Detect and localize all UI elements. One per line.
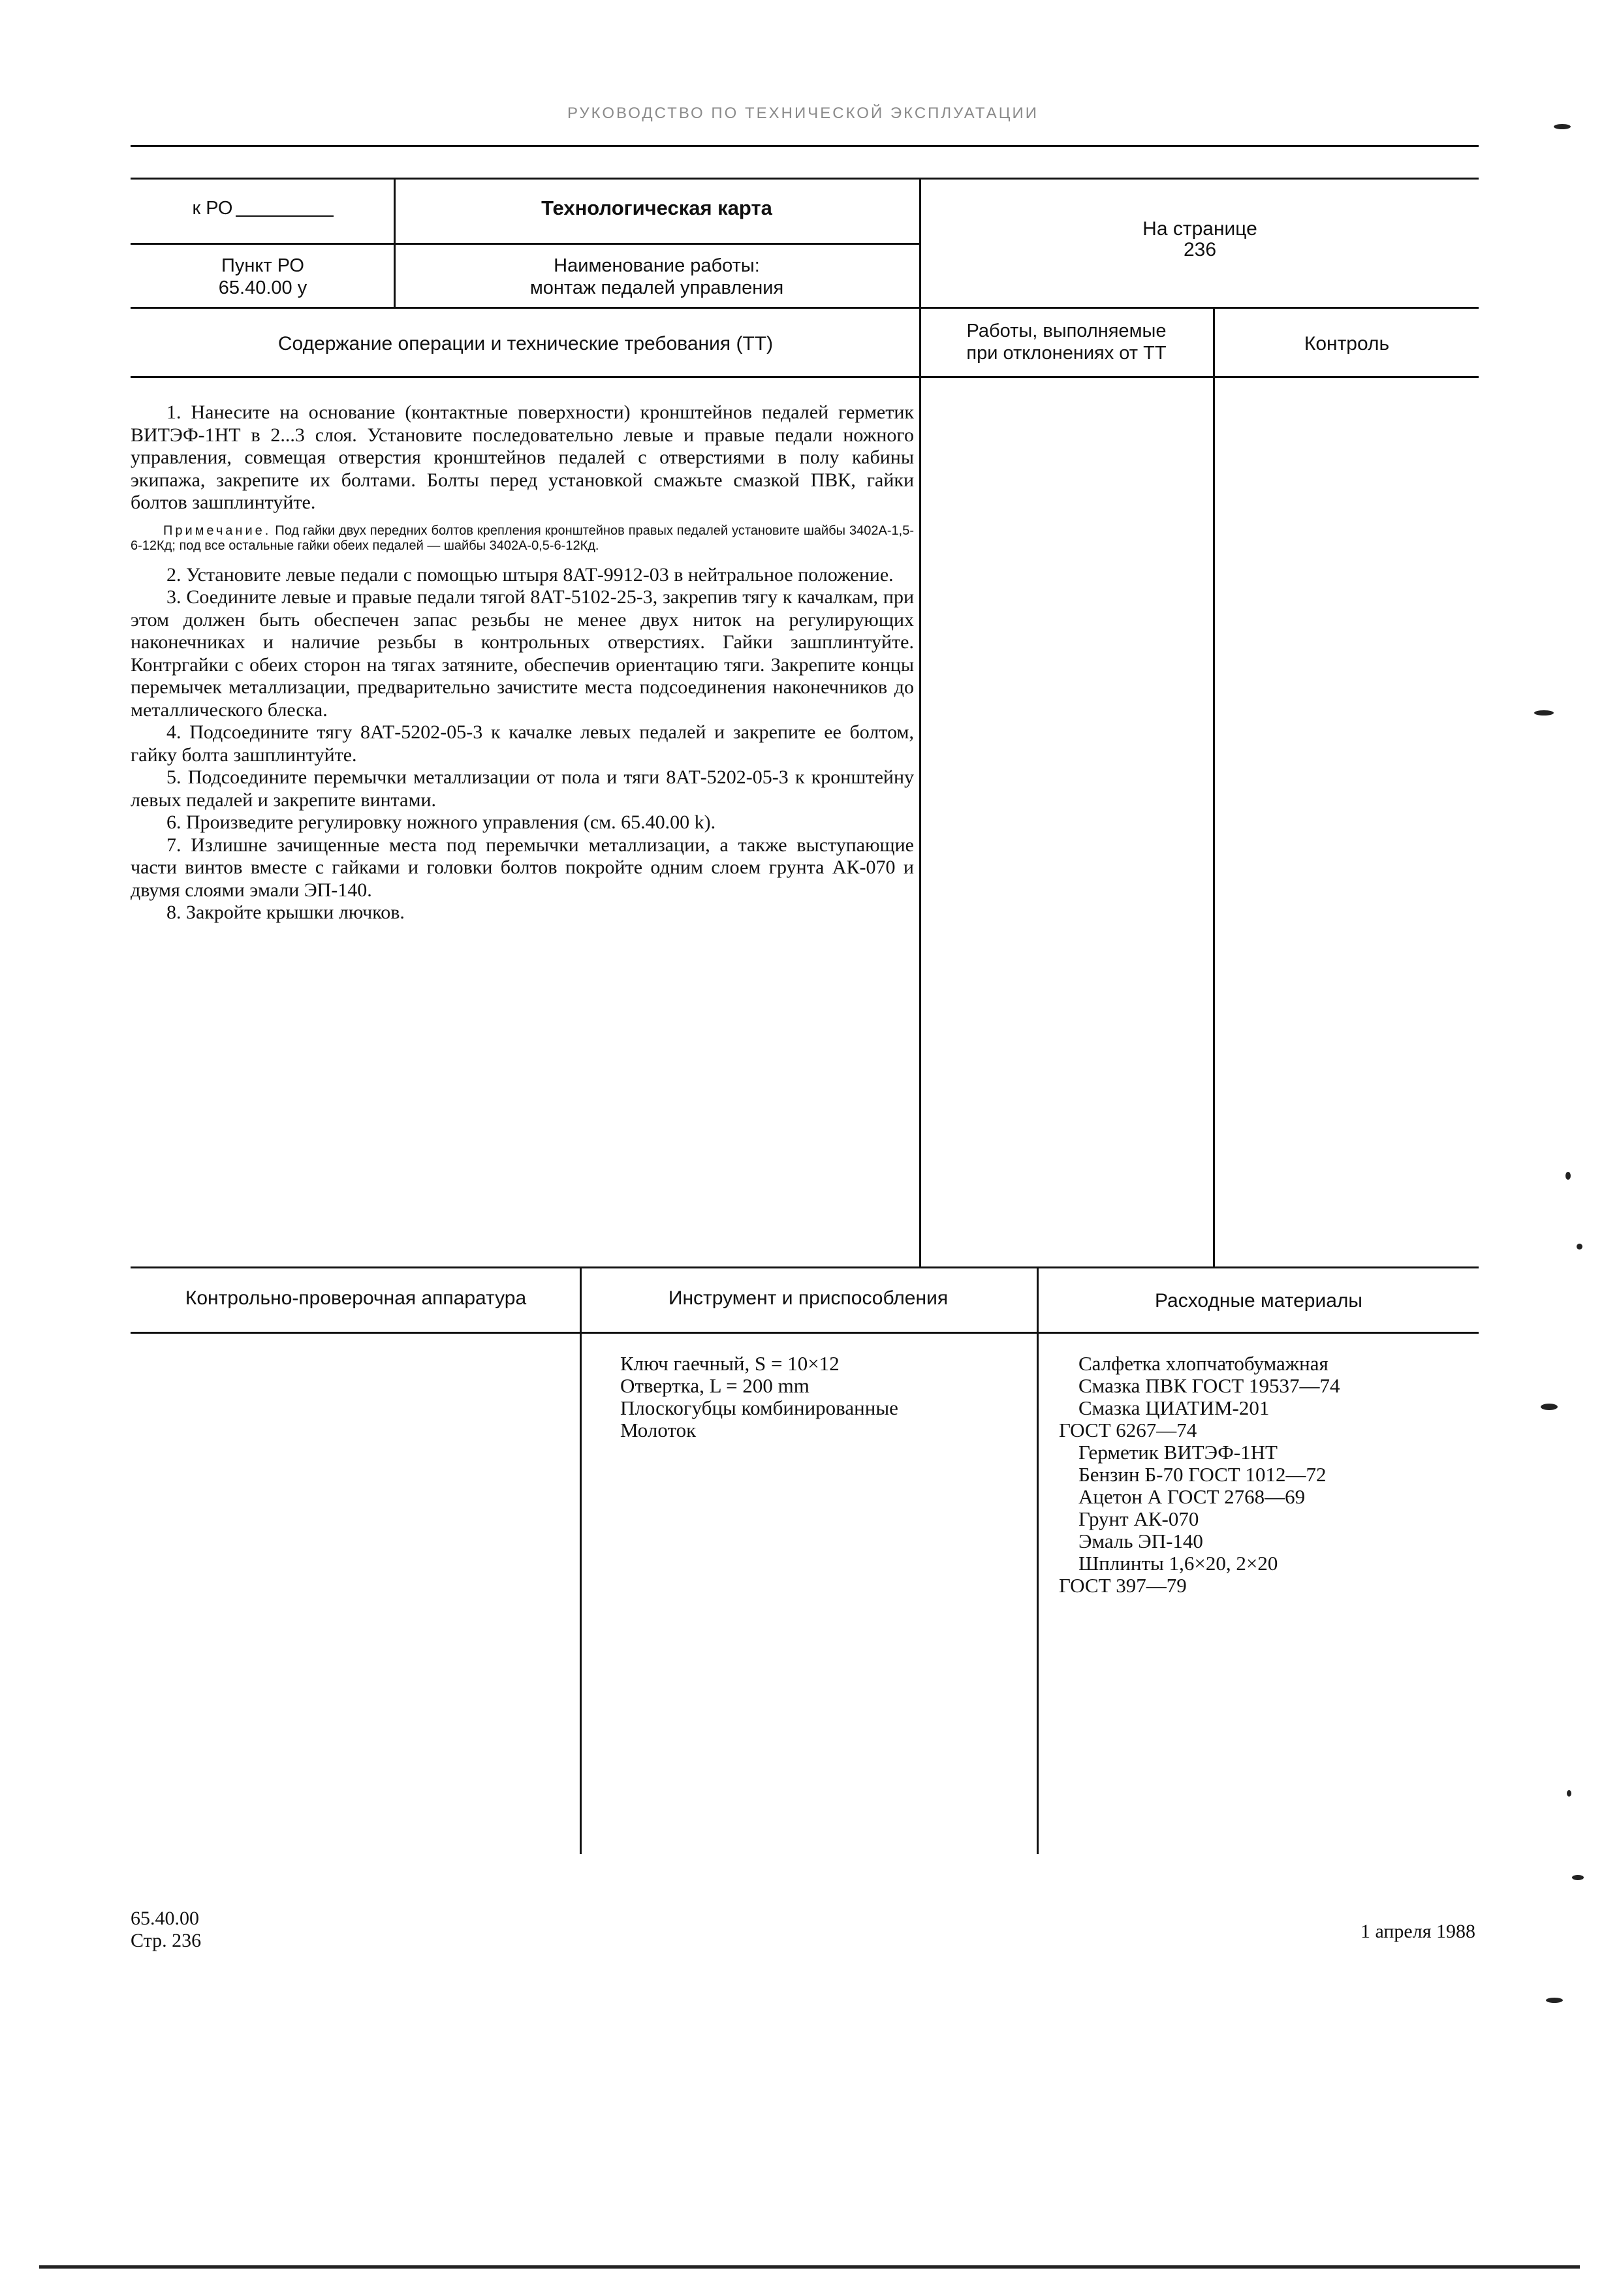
footer-page: Стр. 236 xyxy=(131,1930,202,1951)
bottom-divider-2 xyxy=(1037,1266,1039,1854)
top-rule xyxy=(131,145,1479,147)
work-label: Наименование работы: xyxy=(554,255,760,276)
scan-mark xyxy=(1577,1244,1582,1250)
tool-item: Плоскогубцы комбинированные xyxy=(620,1396,898,1419)
material-item: ГОСТ 397—79 xyxy=(1059,1574,1187,1597)
material-item: Бензин Б-70 ГОСТ 1012—72 xyxy=(1078,1463,1327,1486)
materials-header: Расходные материалы xyxy=(1155,1290,1362,1312)
note xyxy=(131,524,914,554)
scan-mark xyxy=(1565,1172,1571,1180)
columns-rule xyxy=(131,376,1479,378)
tools-header: Инструмент и приспособления xyxy=(668,1287,949,1309)
scan-mark xyxy=(1567,1790,1571,1797)
material-item: Шплинты 1,6×20, 2×20 xyxy=(1078,1552,1278,1575)
footer-date: 1 апреля 1988 xyxy=(1360,1921,1475,1942)
step-3: 3. Соедините левые и правые педали тягой 8АТ-5102-25-3, закрепив тягу к качалкам, при этом должен быть обеспечен запас резьбы не менее двух ниток на регулирующих наконечниках и наличие резьбы в контрольных отверстиях. Гайки зашплинтуйте. Контргайки с обеих сторон на тягах затяните, обеспечив ориентацию тяги. Закрепите концы перемычек металлизации, предварительно зачистите места подсоединения наконечников до металлического блеска. xyxy=(131,586,914,721)
tool-item: Ключ гаечный, S = 10×12 xyxy=(620,1352,840,1375)
bottom-rule-top xyxy=(131,1266,1479,1268)
scan-mark xyxy=(1541,1404,1558,1410)
tools-list xyxy=(620,1353,898,1441)
work-value: монтаж педалей управления xyxy=(529,277,784,298)
scan-mark xyxy=(1534,710,1554,716)
apparatus-header: Контрольно-проверочная аппаратура xyxy=(185,1287,527,1309)
material-item: Смазка ЦИАТИМ-201 xyxy=(1078,1396,1270,1419)
page-number: 236 xyxy=(1183,239,1217,260)
material-item: Салфетка хлопчатобумажная xyxy=(1078,1352,1328,1375)
step-2: 2. Установите левые педали с помощью штыря 8АТ-9912-03 в нейтральное положение. xyxy=(166,563,894,586)
footer-section xyxy=(131,1908,201,1952)
column-deviations-header-2: при отклонениях от ТТ xyxy=(966,343,1167,364)
header-rule-top xyxy=(131,178,1479,180)
scan-mark xyxy=(1546,1998,1563,2003)
step-8: 8. Закройте крышки лючков. xyxy=(166,902,405,923)
operation-steps xyxy=(131,401,914,924)
material-item: Эмаль ЭП-140 xyxy=(1078,1530,1203,1552)
scan-mark xyxy=(1572,1875,1584,1880)
k-ro-label: к РО xyxy=(192,198,233,219)
header-rule-mid xyxy=(131,243,920,245)
card-title: Технологическая карта xyxy=(541,197,772,219)
scan-bottom-rule xyxy=(39,2265,1580,2269)
running-head: РУКОВОДСТВО ПО ТЕХНИЧЕСКОЙ ЭКСПЛУАТАЦИИ xyxy=(567,104,1039,122)
footer-section-code: 65.40.00 xyxy=(131,1908,199,1929)
step-7: 7. Излишне зачищенные места под перемычки металлизации, а также выступающие части винтов вместе с гайками и головки болтов покройте одним слоем грунта АК-070 и двумя слоями эмали ЭП-140. xyxy=(131,834,914,901)
step-1: 1. Нанесите на основание (контактные поверхности) кронштейнов педалей герметик ВИТЭФ-1НТ в 2...3 слоя. Установите последовательно левые и правые педали ножного управления, совмещая отверстия кронштейнов педалей с отверстиями в полу кабины экипажа, закрепите их болтами. Болты перед установкой смажьте смазкой ПВК, гайки болтов зашплинтуйте. xyxy=(131,401,914,513)
material-item: Герметик ВИТЭФ-1НТ xyxy=(1078,1441,1278,1464)
tool-item: Молоток xyxy=(620,1419,697,1441)
column-deviations-header-1: Работы, выполняемые xyxy=(966,321,1167,341)
step-6: 6. Произведите регулировку ножного управления (см. 65.40.00 k). xyxy=(166,811,716,833)
note-text: Под гайки двух передних болтов крепления кронштейнов правых педалей установите шайбы 3402А-1,5-6-12Кд; под все остальные гайки обеих педалей — шайбы 3402А-0,5-6-12Кд. xyxy=(131,523,914,553)
column-content-header: Содержание операции и технические требования (ТТ) xyxy=(277,333,774,354)
k-ro-cell xyxy=(134,197,392,219)
punkt-label: Пункт РО xyxy=(221,255,304,276)
step-5: 5. Подсоедините перемычки металлизации от пола и тяги 8АТ-5202-05-3 к кронштейну левых педалей и закрепите винтами. xyxy=(131,766,914,811)
step-4: 4. Подсоедините тягу 8АТ-5202-05-3 к качалке левых педалей и закрепите ее болтом, гайку болта зашплинтуйте. xyxy=(131,721,914,766)
materials-list xyxy=(1059,1353,1340,1597)
material-item: Грунт АК-070 xyxy=(1078,1507,1199,1530)
header-rule-bottom xyxy=(131,307,1479,309)
column-divider-1 xyxy=(919,307,921,1266)
bottom-rule-header xyxy=(131,1332,1479,1334)
note-label: Примечание. xyxy=(163,523,272,538)
tool-item: Отвертка, L = 200 mm xyxy=(620,1374,810,1397)
material-item: Смазка ПВК ГОСТ 19537—74 xyxy=(1078,1374,1340,1397)
material-item: ГОСТ 6267—74 xyxy=(1059,1419,1197,1441)
punkt-value: 65.40.00 у xyxy=(218,277,307,298)
column-control-header: Контроль xyxy=(1304,333,1390,354)
scan-mark xyxy=(1554,124,1571,129)
column-divider-2 xyxy=(1213,307,1215,1266)
material-item: Ацетон А ГОСТ 2768—69 xyxy=(1078,1485,1306,1508)
page-label: На странице xyxy=(1142,218,1257,240)
bottom-divider-1 xyxy=(580,1266,582,1854)
